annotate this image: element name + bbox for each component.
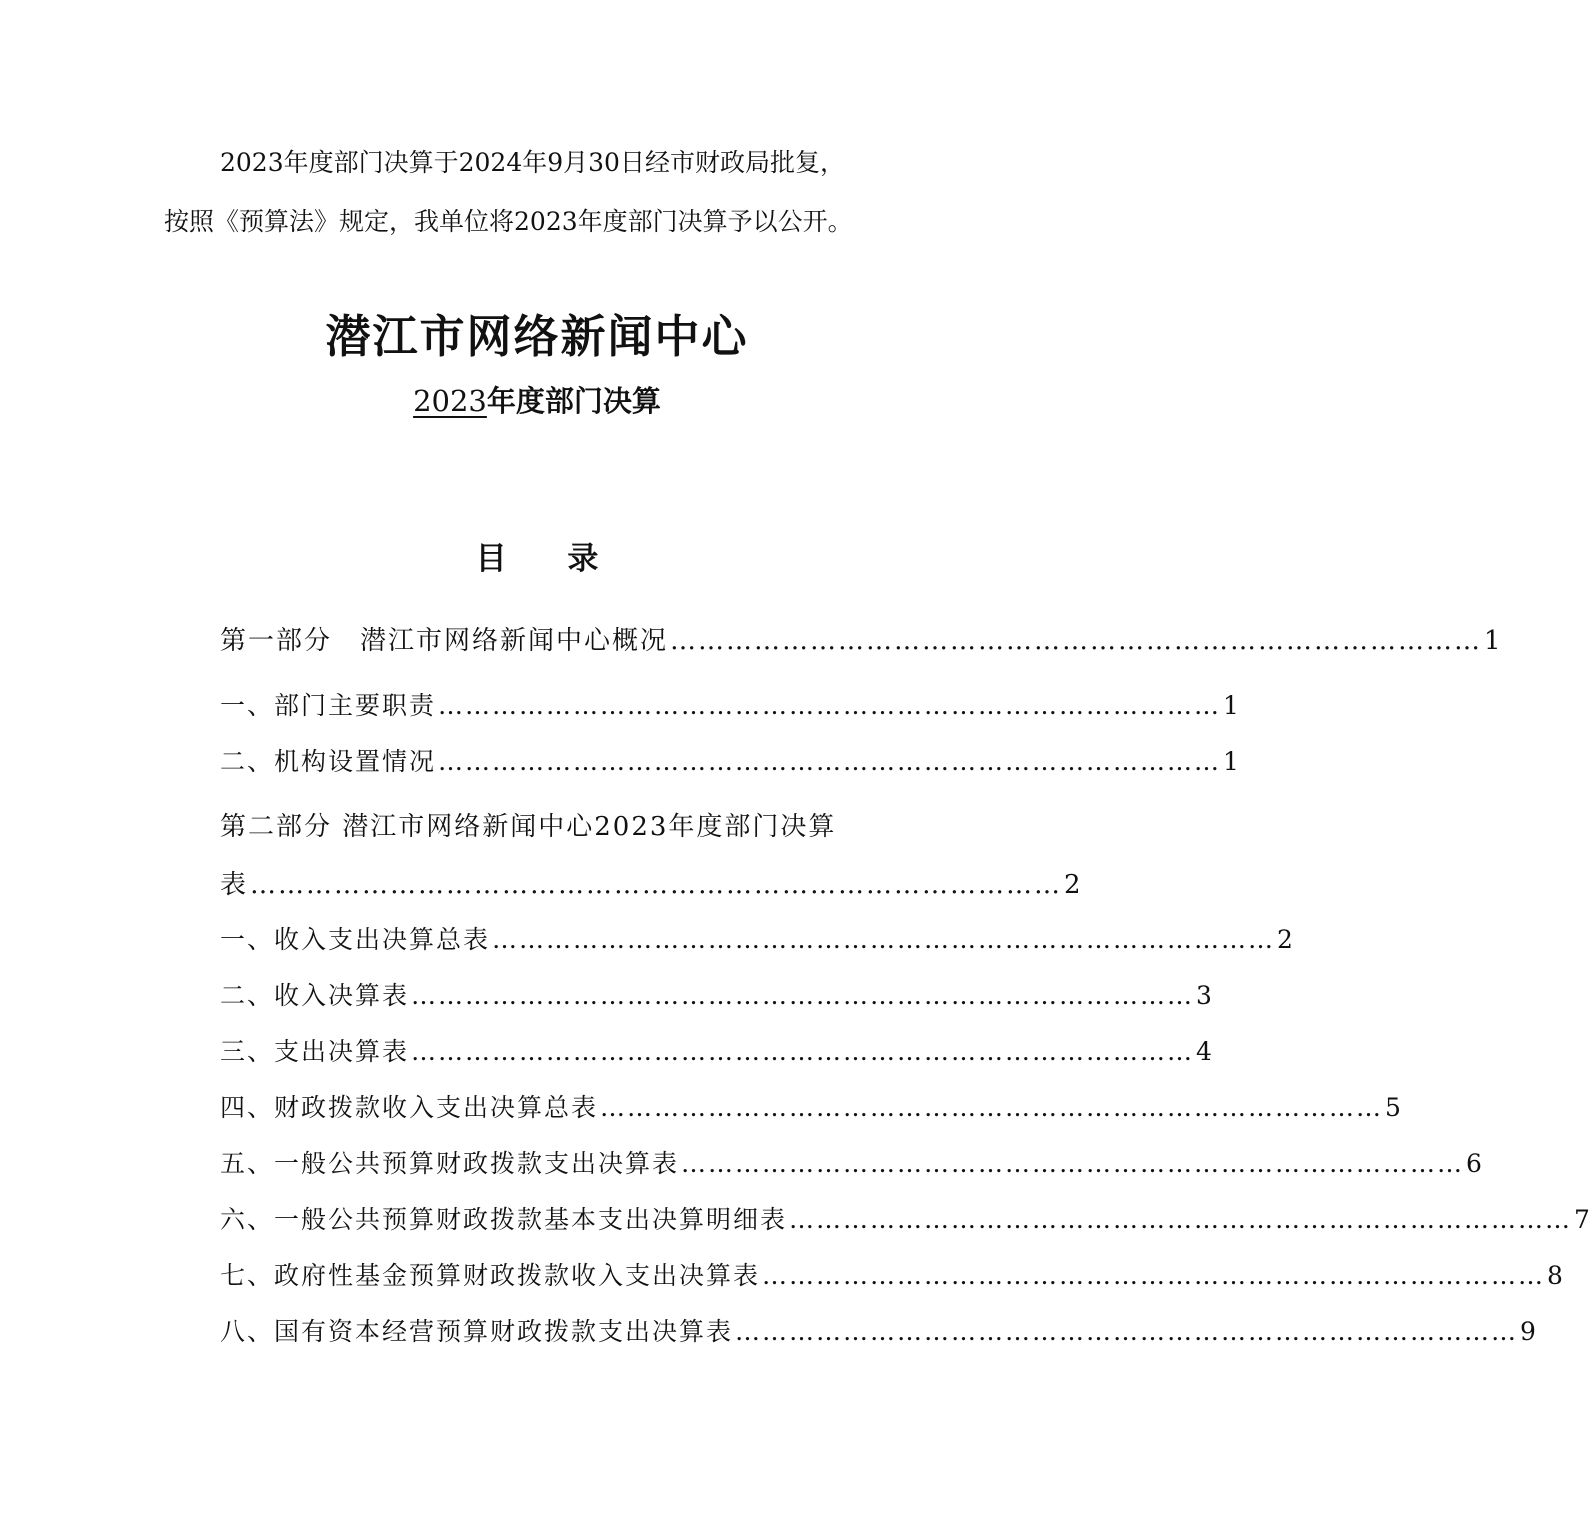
toc-item-page: 2 — [1064, 870, 1081, 900]
toc-item-page: 3 — [1196, 981, 1212, 1010]
toc-item-page: 5 — [1385, 1093, 1401, 1122]
toc-item-2-7[interactable] — [220, 1256, 1563, 1296]
toc-item-2-1[interactable] — [220, 920, 1293, 960]
toc-leader-dots: …………………………………………………………………………… — [735, 1317, 1519, 1346]
toc-item-page: 7 — [1574, 1205, 1590, 1234]
toc-item-page: 6 — [1466, 1149, 1482, 1178]
toc-item-2-3[interactable] — [220, 1032, 1212, 1072]
subtitle-year: 2023 — [413, 384, 487, 418]
toc-item-page: 4 — [1196, 1037, 1212, 1066]
toc-item-page: 1 — [1484, 626, 1501, 656]
toc-leader-dots: …………………………………………………………………………… — [438, 747, 1222, 776]
toc-item-label: 表 — [220, 870, 249, 900]
intro-line-1: 2023年度部门决算于2024年9月30日经市财政局批复， — [220, 148, 845, 177]
toc-leader-dots: …………………………………………………………………………… — [600, 1093, 1384, 1122]
toc-item-label: 七、政府性基金预算财政拨款收入支出决算表 — [220, 1261, 761, 1290]
toc-item-label: 六、一般公共预算财政拨款基本支出决算明细表 — [220, 1205, 788, 1234]
document-subtitle — [0, 379, 1074, 420]
toc-item-label: 八、国有资本经营预算财政拨款支出决算表 — [220, 1317, 734, 1346]
toc-item-label: 四、财政拨款收入支出决算总表 — [220, 1093, 599, 1122]
toc-item-label: 一、部门主要职责 — [220, 691, 437, 720]
toc-item-page: 8 — [1547, 1261, 1563, 1290]
toc-leader-dots: …………………………………………………………………………… — [411, 981, 1195, 1010]
document-title: 潜江市网络新闻中心 — [325, 310, 749, 363]
intro-paragraph — [164, 133, 920, 251]
toc-leader-dots: …………………………………………………………………………… — [438, 691, 1222, 720]
toc-item-2-2[interactable] — [220, 976, 1212, 1016]
toc-item-label: 一、收入支出决算总表 — [220, 925, 491, 954]
toc-item-2-6[interactable] — [220, 1200, 1590, 1240]
toc-leader-dots: …………………………………………………………………………… — [670, 626, 1483, 656]
toc-leader-dots: …………………………………………………………………………… — [411, 1037, 1195, 1066]
toc-leader-dots: …………………………………………………………………………… — [492, 925, 1276, 954]
toc-item-2-5[interactable] — [220, 1144, 1482, 1184]
toc-item-2-4[interactable] — [220, 1088, 1401, 1128]
toc-item-page: 1 — [1223, 747, 1239, 776]
subtitle-text: 年度部门决算 — [486, 384, 661, 418]
toc-item-label: 三、支出决算表 — [220, 1037, 410, 1066]
toc-leader-dots: …………………………………………………………………………… — [789, 1205, 1573, 1234]
toc-item-label: 二、收入决算表 — [220, 981, 410, 1010]
toc-item-label: 第一部分 潜江市网络新闻中心概况 — [220, 626, 669, 656]
toc-item-1-2[interactable] — [220, 742, 1239, 782]
toc-item-part-2-line-1[interactable]: 第二部分 潜江市网络新闻中心2023年度部门决算 — [220, 812, 837, 842]
toc-item-part-1[interactable] — [220, 620, 1501, 660]
toc-leader-dots: …………………………………………………………………………… — [681, 1149, 1465, 1178]
toc-item-page: 2 — [1277, 925, 1293, 954]
intro-line-2: 按照《预算法》规定，我单位将2023年度部门决算予以公开。 — [164, 207, 853, 236]
toc-heading: 目 录 — [475, 541, 599, 577]
toc-item-1-1[interactable] — [220, 686, 1239, 726]
toc-item-page: 9 — [1520, 1317, 1536, 1346]
toc-item-label: 五、一般公共预算财政拨款支出决算表 — [220, 1149, 680, 1178]
toc-item-label: 二、机构设置情况 — [220, 747, 437, 776]
toc-item-part-2[interactable] — [220, 864, 1081, 904]
toc-leader-dots: …………………………………………………………………………… — [250, 870, 1063, 900]
toc-item-page: 1 — [1223, 691, 1239, 720]
toc-leader-dots: …………………………………………………………………………… — [762, 1261, 1546, 1290]
toc-item-2-8[interactable] — [220, 1312, 1536, 1352]
